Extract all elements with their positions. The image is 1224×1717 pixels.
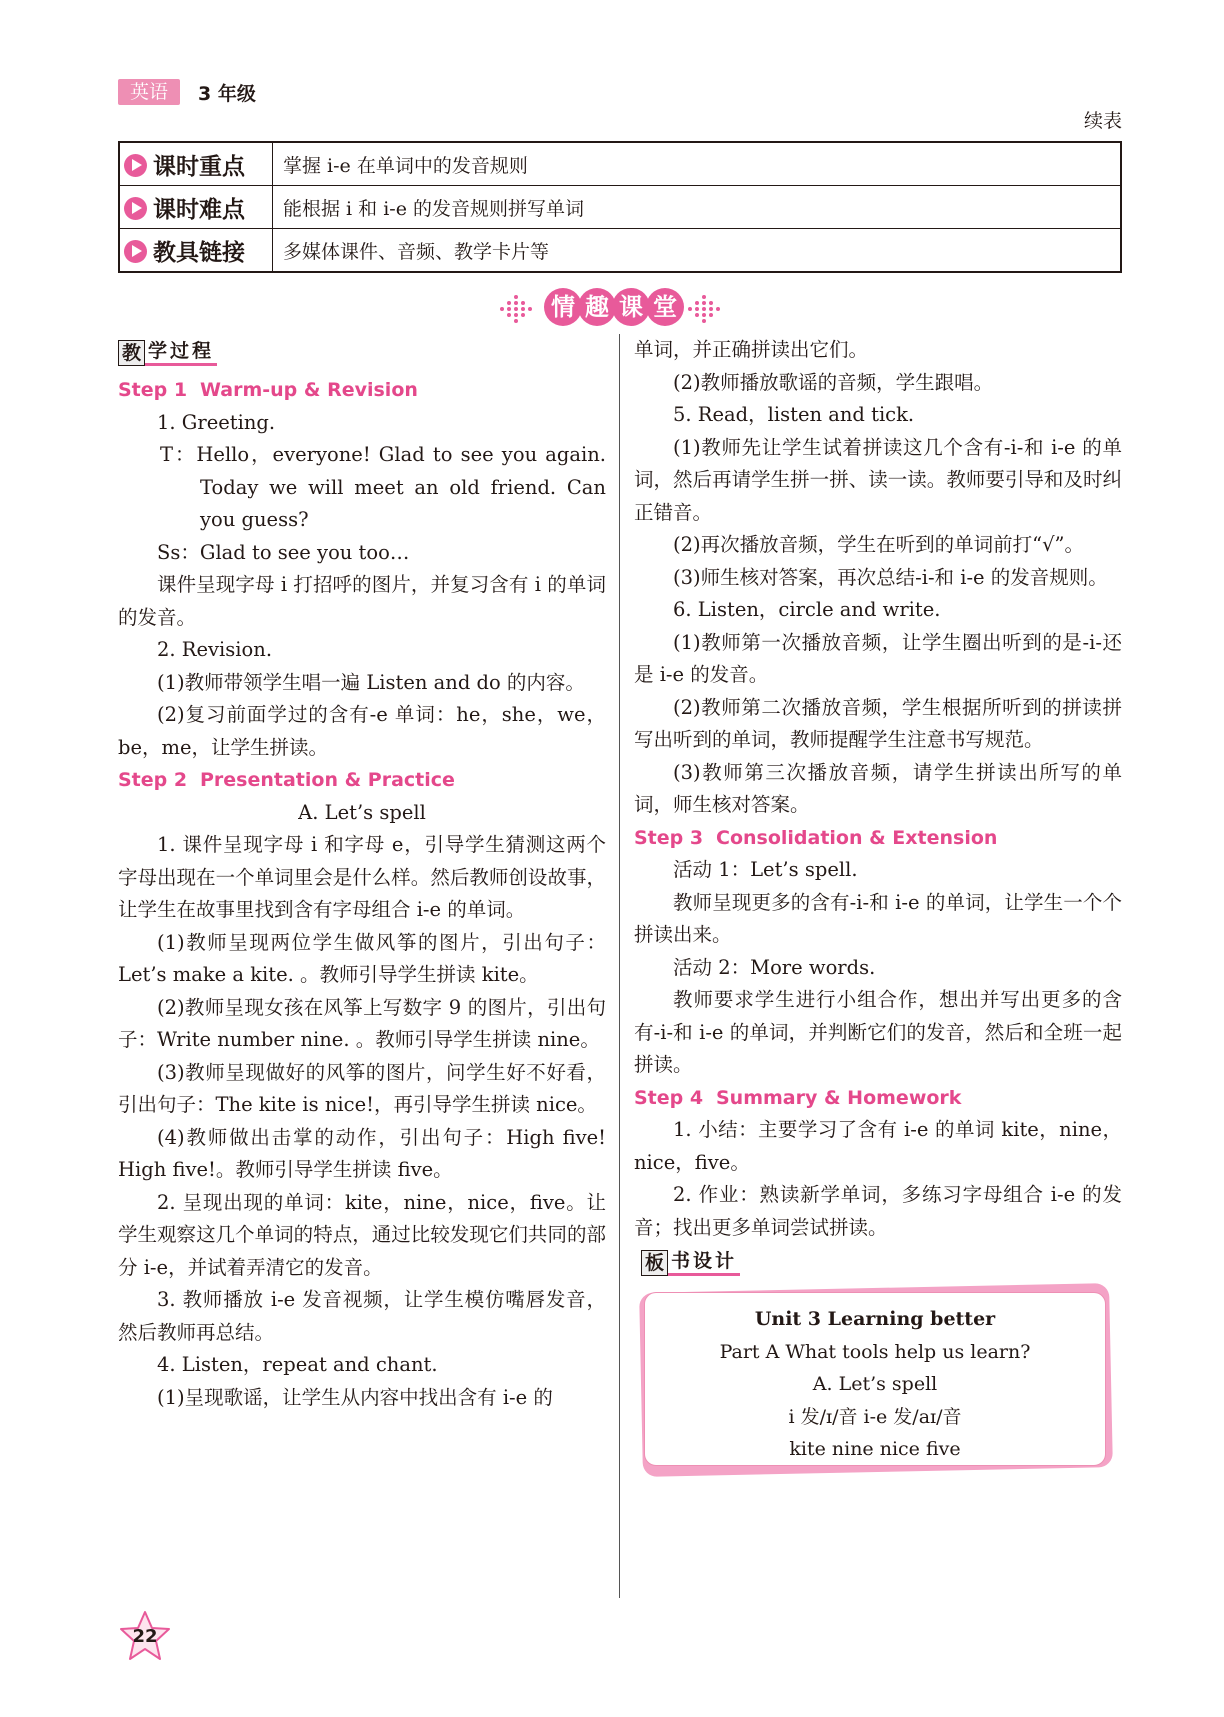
play-icon [124, 240, 147, 263]
step-heading [634, 822, 1122, 855]
row-label [119, 142, 273, 186]
paragraph: (2)教师第二次播放音频，学生根据所听到的拼读拼写出听到的单词，教师提醒学生注意书写规范。 [634, 695, 1122, 751]
step-number: Step 3 [634, 826, 704, 849]
paragraph: 活动 2：More words. [673, 955, 876, 979]
paragraph: (1)教师带领学生唱一遍 Listen and do 的内容。 [157, 670, 585, 694]
blackboard-design [641, 1288, 1111, 1472]
paragraph: 1. 课件呈现字母 i 和字母 e，引导学生猜测这两个字母出现在一个单词里会是什么样。然后教师创设故事，让学生在故事里找到含有字母组合 i-e 的单词。 [118, 833, 606, 921]
heading-rest: 学过程 [145, 339, 217, 366]
label-text: 课时难点 [153, 196, 245, 223]
dialogue-line: Ss：Glad to see you too… [157, 540, 410, 564]
paragraph: (3)师生核对答案，再次总结-i-和 i-e 的发音规则。 [673, 565, 1108, 589]
paragraph: 5. Read，listen and tick. [673, 403, 915, 426]
banner-char: 情 [544, 288, 582, 326]
paragraph: (4)教师做出击掌的动作，引出句子：High five! High five!。教师引导学生拼读 five。 [118, 1125, 606, 1181]
paragraph: 4. Listen，repeat and chant. [157, 1353, 438, 1376]
paragraph: 6. Listen，circle and write. [673, 598, 941, 621]
row-label [119, 229, 273, 273]
paragraph: (3)教师第三次播放音频，请学生拼读出所写的单词，师生核对答案。 [634, 760, 1122, 816]
paragraph: 单词，并正确拼读出它们。 [634, 338, 869, 361]
page-header [118, 78, 256, 106]
right-column [634, 334, 1122, 1472]
column-divider [619, 334, 620, 1598]
paragraph: 2. 作业：熟读新学单词，多练习字母组合 i-e 的发音；找出更多单词尝试拼读。 [634, 1183, 1122, 1239]
paragraph: 1. Greeting. [157, 410, 276, 434]
paragraph: 课件呈现字母 i 打招呼的图片，并复习含有 i 的单词的发音。 [118, 573, 606, 629]
board-line: i 发/ɪ/音 i-e 发/aɪ/音 [788, 1405, 962, 1428]
continued-label: 续表 [1083, 110, 1122, 132]
dots-decoration [688, 294, 724, 324]
row-value: 能根据 i 和 i-e 的发音规则拼写单词 [273, 186, 1122, 229]
board-line: Unit 3 Learning better [754, 1308, 996, 1330]
step-number: Step 2 [118, 769, 188, 791]
heading-first-char: 教 [118, 340, 145, 366]
label-text: 教具链接 [153, 239, 245, 266]
paragraph: (2)教师播放歌谣的音频，学生跟唱。 [673, 370, 994, 394]
page-number-badge [117, 1609, 173, 1665]
dialogue-line: T：Hello，everyone! Glad to see you again. Today we will meet an old friend. Can you guess? [160, 443, 606, 531]
paragraph: 活动 1：Let’s spell. [673, 858, 858, 881]
heading-first-char: 板 [641, 1250, 668, 1276]
step-number: Step 4 [634, 1086, 704, 1109]
play-icon [124, 154, 147, 177]
row-value: 掌握 i-e 在单词中的发音规则 [273, 142, 1122, 186]
table-row [119, 229, 1121, 273]
banner-char: 趣 [578, 288, 616, 326]
subheading: A. Let’s spell [298, 800, 426, 824]
label-text: 课时重点 [153, 153, 245, 180]
row-label [119, 186, 273, 229]
paragraph: (2)再次播放音频，学生在听到的单词前打“√”。 [673, 533, 1084, 556]
banner-char: 堂 [646, 288, 684, 326]
row-value: 多媒体课件、音频、教学卡片等 [273, 229, 1122, 273]
subject-tag: 英语 [118, 79, 180, 105]
step-title: Consolidation & Extension [716, 826, 998, 849]
paragraph: (2)复习前面学过的含有-e 单词：he，she，we，be，me，让学生拼读。 [118, 703, 606, 759]
section-heading [118, 334, 606, 366]
paragraph: 教师要求学生进行小组合作，想出并写出更多的含有-i-和 i-e 的单词，并判断它们的发音，然后和全班一起拼读。 [634, 988, 1122, 1076]
paragraph: (3)教师呈现做好的风筝的图片，问学生好不好看，引出句子：The kite is nice!，再引导学生拼读 nice。 [118, 1060, 606, 1116]
page-number: 22 [132, 1626, 158, 1647]
section-banner [500, 286, 724, 330]
left-column [118, 334, 606, 1414]
paragraph: 2. 呈现出现的单词：kite，nine，nice，five。让学生观察这几个单词的特点，通过比较发现它们共同的部分 i-e，并试着弄清它的发音。 [118, 1190, 606, 1279]
paragraph: (1)教师先让学生试着拼读这几个含有-i-和 i-e 的单词，然后再请学生拼一拼、读一读。教师要引导和及时纠正错音。 [634, 435, 1122, 524]
paragraph: 教师呈现更多的含有-i-和 i-e 的单词，让学生一个个拼读出来。 [634, 890, 1122, 946]
lesson-info-table [118, 141, 1122, 273]
step-title: Warm-up & Revision [200, 379, 418, 401]
section-heading [641, 1244, 1122, 1276]
paragraph: 1. 小结：主要学习了含有 i-e 的单词 kite，nine，nice，five。 [634, 1118, 1122, 1174]
step-heading [634, 1082, 1122, 1115]
table-row [119, 142, 1121, 186]
table-row [119, 186, 1121, 229]
paragraph: (1)呈现歌谣，让学生从内容中找出含有 i-e 的 [157, 1385, 553, 1409]
board-line: kite nine nice five [789, 1438, 961, 1460]
step-number: Step 1 [118, 379, 188, 401]
step-heading [118, 764, 606, 797]
play-icon [124, 197, 147, 220]
paragraph: (1)教师第一次播放音频，让学生圈出听到的是-i-还是 i-e 的发音。 [634, 630, 1122, 686]
step-title: Summary & Homework [716, 1086, 962, 1109]
paragraph: 3. 教师播放 i-e 发音视频，让学生模仿嘴唇发音，然后教师再总结。 [118, 1288, 606, 1344]
dots-decoration [500, 294, 536, 324]
step-title: Presentation & Practice [200, 769, 455, 791]
board-line: A. Let’s spell [812, 1373, 938, 1395]
board-content [644, 1292, 1106, 1466]
paragraph: (1)教师呈现两位学生做风筝的图片，引出句子：Let’s make a kite. 。教师引导学生拼读 kite。 [118, 930, 606, 986]
step-heading [118, 374, 606, 407]
board-line: Part A What tools help us learn? [719, 1340, 1031, 1363]
grade-label: 3 年级 [198, 82, 256, 105]
banner-char: 课 [612, 288, 650, 326]
paragraph: 2. Revision. [157, 638, 273, 661]
heading-rest: 书设计 [668, 1249, 740, 1276]
paragraph: (2)教师呈现女孩在风筝上写数字 9 的图片，引出句子：Write number nine. 。教师引导学生拼读 nine。 [118, 995, 606, 1051]
